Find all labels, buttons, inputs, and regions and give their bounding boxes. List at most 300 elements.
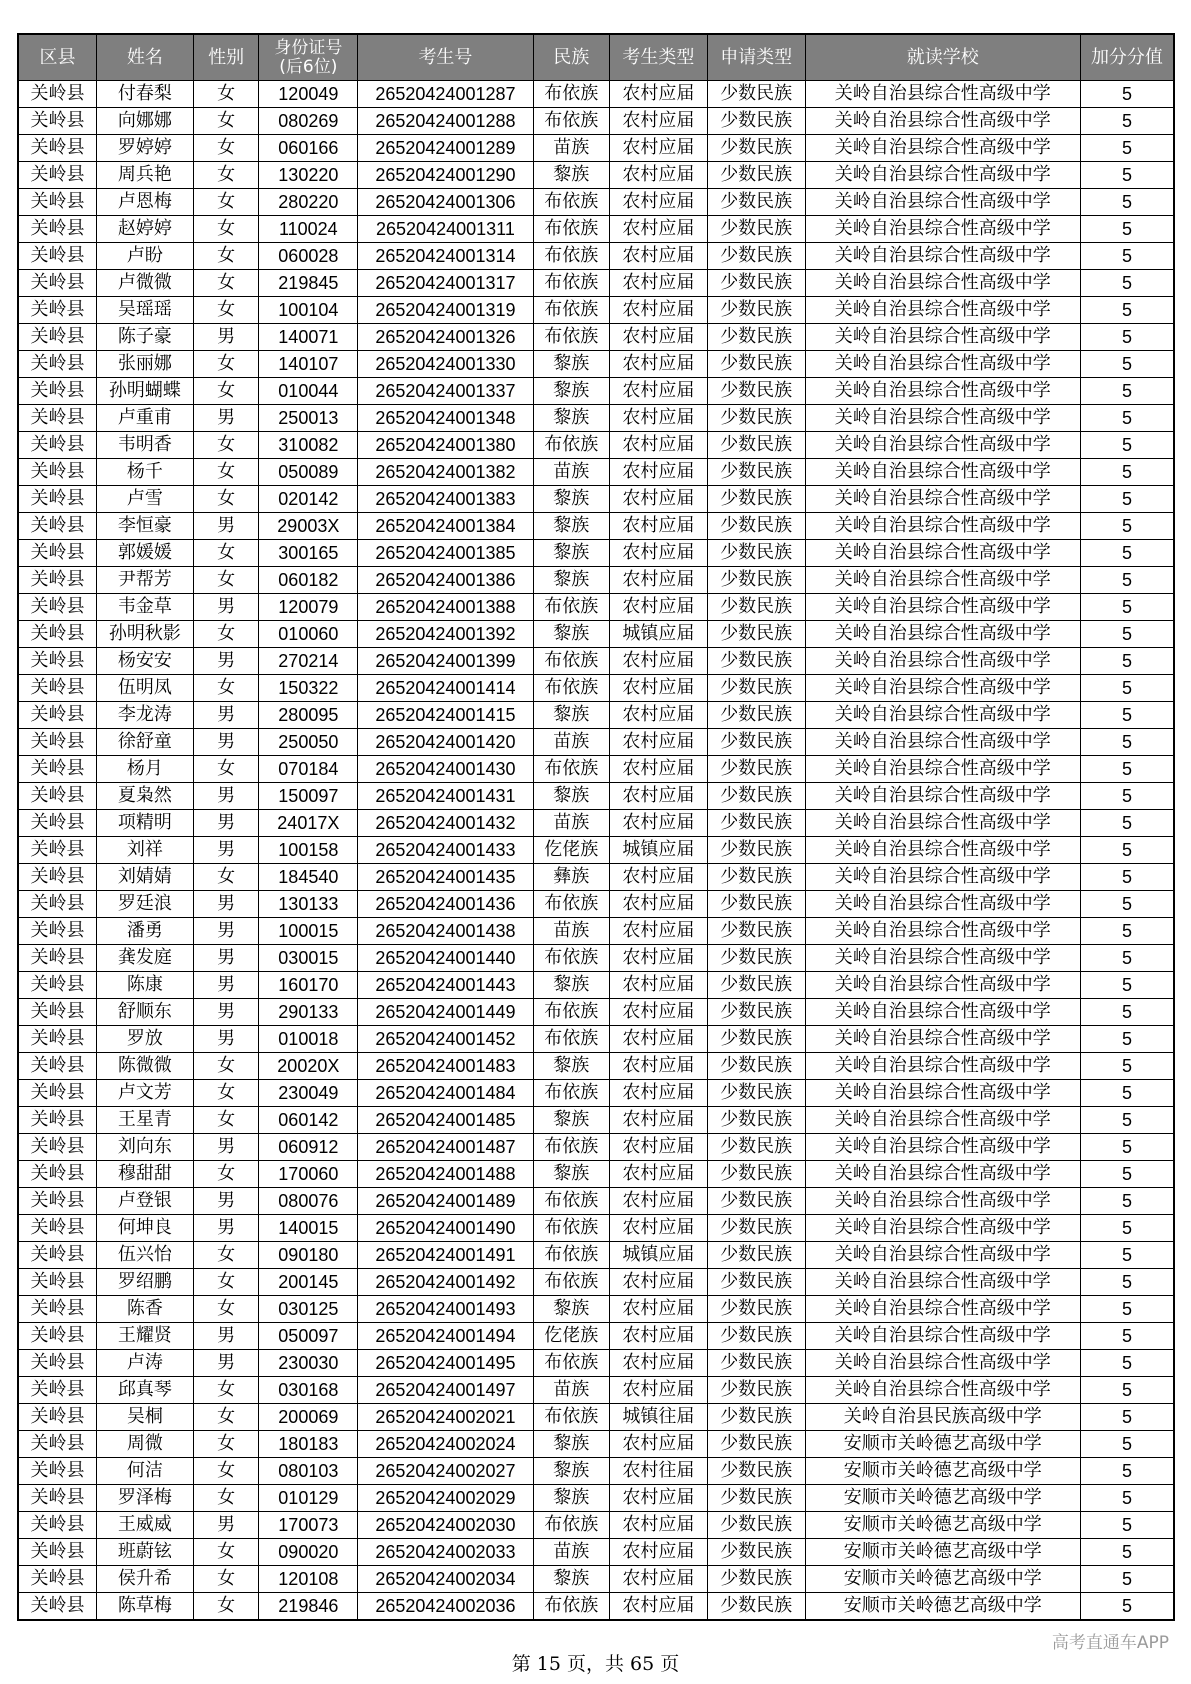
cell-gender: 男 xyxy=(193,594,259,621)
cell-id-number: 010129 xyxy=(259,1485,358,1512)
table-row xyxy=(18,1161,1174,1188)
cell-application-type: 少数民族 xyxy=(707,1296,805,1323)
cell-bonus-points: 5 xyxy=(1080,540,1174,567)
cell-gender: 女 xyxy=(193,1377,259,1404)
cell-school: 关岭自治县综合性高级中学 xyxy=(805,648,1080,675)
cell-gender: 女 xyxy=(193,864,259,891)
cell-exam-number: 26520424001330 xyxy=(358,351,533,378)
cell-gender: 女 xyxy=(193,1269,259,1296)
cell-name: 陈草梅 xyxy=(97,1593,194,1621)
cell-candidate-type: 农村应届 xyxy=(609,810,707,837)
cell-gender: 女 xyxy=(193,1296,259,1323)
cell-ethnicity: 布依族 xyxy=(533,945,609,972)
table-row xyxy=(18,1080,1174,1107)
cell-gender: 女 xyxy=(193,378,259,405)
cell-ethnicity: 黎族 xyxy=(533,540,609,567)
cell-school: 关岭自治县综合性高级中学 xyxy=(805,621,1080,648)
cell-exam-number: 26520424001414 xyxy=(358,675,533,702)
cell-name: 穆甜甜 xyxy=(97,1161,194,1188)
cell-gender: 女 xyxy=(193,1485,259,1512)
cell-application-type: 少数民族 xyxy=(707,810,805,837)
cell-exam-number: 26520424001382 xyxy=(358,459,533,486)
cell-candidate-type: 农村应届 xyxy=(609,108,707,135)
cell-ethnicity: 布依族 xyxy=(533,216,609,243)
cell-id-number: 170060 xyxy=(259,1161,358,1188)
cell-candidate-type: 农村应届 xyxy=(609,1350,707,1377)
cell-id-number: 120079 xyxy=(259,594,358,621)
cell-name: 刘向东 xyxy=(97,1134,194,1161)
cell-candidate-type: 农村应届 xyxy=(609,783,707,810)
cell-school: 安顺市关岭德艺高级中学 xyxy=(805,1512,1080,1539)
cell-bonus-points: 5 xyxy=(1080,1296,1174,1323)
cell-ethnicity: 布依族 xyxy=(533,756,609,783)
cell-district: 关岭县 xyxy=(18,540,97,567)
cell-bonus-points: 5 xyxy=(1080,486,1174,513)
cell-gender: 女 xyxy=(193,540,259,567)
cell-gender: 男 xyxy=(193,972,259,999)
cell-ethnicity: 黎族 xyxy=(533,486,609,513)
cell-bonus-points: 5 xyxy=(1080,351,1174,378)
cell-id-number: 230030 xyxy=(259,1350,358,1377)
cell-exam-number: 26520424001380 xyxy=(358,432,533,459)
cell-candidate-type: 农村应届 xyxy=(609,1539,707,1566)
cell-school: 关岭自治县综合性高级中学 xyxy=(805,1026,1080,1053)
cell-bonus-points: 5 xyxy=(1080,1431,1174,1458)
cell-gender: 女 xyxy=(193,189,259,216)
cell-application-type: 少数民族 xyxy=(707,1188,805,1215)
cell-gender: 女 xyxy=(193,486,259,513)
cell-candidate-type: 农村应届 xyxy=(609,1431,707,1458)
cell-candidate-type: 农村应届 xyxy=(609,1107,707,1134)
cell-application-type: 少数民族 xyxy=(707,729,805,756)
cell-name: 杨安安 xyxy=(97,648,194,675)
cell-school: 关岭自治县综合性高级中学 xyxy=(805,918,1080,945)
cell-id-number: 250013 xyxy=(259,405,358,432)
cell-bonus-points: 5 xyxy=(1080,1242,1174,1269)
cell-id-number: 29003X xyxy=(259,513,358,540)
cell-ethnicity: 布依族 xyxy=(533,189,609,216)
cell-ethnicity: 黎族 xyxy=(533,1458,609,1485)
cell-bonus-points: 5 xyxy=(1080,324,1174,351)
cell-district: 关岭县 xyxy=(18,1593,97,1621)
cell-id-number: 080269 xyxy=(259,108,358,135)
cell-name: 李恒豪 xyxy=(97,513,194,540)
cell-district: 关岭县 xyxy=(18,1107,97,1134)
cell-application-type: 少数民族 xyxy=(707,1458,805,1485)
cell-district: 关岭县 xyxy=(18,1431,97,1458)
cell-bonus-points: 5 xyxy=(1080,405,1174,432)
cell-name: 陈子豪 xyxy=(97,324,194,351)
cell-ethnicity: 布依族 xyxy=(533,999,609,1026)
cell-gender: 女 xyxy=(193,1404,259,1431)
table-row xyxy=(18,1431,1174,1458)
cell-exam-number: 26520424001438 xyxy=(358,918,533,945)
cell-application-type: 少数民族 xyxy=(707,891,805,918)
cell-bonus-points: 5 xyxy=(1080,1377,1174,1404)
cell-school: 关岭自治县综合性高级中学 xyxy=(805,405,1080,432)
cell-id-number: 184540 xyxy=(259,864,358,891)
table-row xyxy=(18,351,1174,378)
cell-name: 卢登银 xyxy=(97,1188,194,1215)
cell-district: 关岭县 xyxy=(18,594,97,621)
cell-ethnicity: 布依族 xyxy=(533,324,609,351)
cell-district: 关岭县 xyxy=(18,108,97,135)
cell-candidate-type: 农村应届 xyxy=(609,594,707,621)
cell-id-number: 24017X xyxy=(259,810,358,837)
cell-district: 关岭县 xyxy=(18,1323,97,1350)
cell-district: 关岭县 xyxy=(18,1350,97,1377)
table-row xyxy=(18,594,1174,621)
cell-application-type: 少数民族 xyxy=(707,567,805,594)
cell-application-type: 少数民族 xyxy=(707,1080,805,1107)
header-exam-number: 考生号 xyxy=(358,34,533,81)
cell-exam-number: 26520424001388 xyxy=(358,594,533,621)
cell-bonus-points: 5 xyxy=(1080,1215,1174,1242)
table-row xyxy=(18,1296,1174,1323)
cell-exam-number: 26520424001452 xyxy=(358,1026,533,1053)
cell-application-type: 少数民族 xyxy=(707,351,805,378)
cell-name: 尹帮芳 xyxy=(97,567,194,594)
cell-school: 安顺市关岭德艺高级中学 xyxy=(805,1458,1080,1485)
table-row xyxy=(18,162,1174,189)
cell-ethnicity: 黎族 xyxy=(533,1431,609,1458)
cell-exam-number: 26520424001314 xyxy=(358,243,533,270)
cell-school: 关岭自治县综合性高级中学 xyxy=(805,810,1080,837)
cell-bonus-points: 5 xyxy=(1080,243,1174,270)
cell-school: 关岭自治县综合性高级中学 xyxy=(805,972,1080,999)
header-id-number-text: 身份证号 (后6位) xyxy=(274,37,343,77)
cell-bonus-points: 5 xyxy=(1080,1080,1174,1107)
cell-bonus-points: 5 xyxy=(1080,918,1174,945)
cell-bonus-points: 5 xyxy=(1080,1485,1174,1512)
table-row xyxy=(18,108,1174,135)
cell-district: 关岭县 xyxy=(18,756,97,783)
cell-application-type: 少数民族 xyxy=(707,864,805,891)
cell-name: 夏枭然 xyxy=(97,783,194,810)
cell-candidate-type: 农村应届 xyxy=(609,351,707,378)
cell-gender: 女 xyxy=(193,162,259,189)
cell-ethnicity: 黎族 xyxy=(533,1107,609,1134)
cell-application-type: 少数民族 xyxy=(707,135,805,162)
cell-name: 卢盼 xyxy=(97,243,194,270)
cell-district: 关岭县 xyxy=(18,135,97,162)
cell-gender: 女 xyxy=(193,1566,259,1593)
cell-id-number: 200069 xyxy=(259,1404,358,1431)
cell-bonus-points: 5 xyxy=(1080,432,1174,459)
cell-id-number: 100015 xyxy=(259,918,358,945)
cell-gender: 女 xyxy=(193,1161,259,1188)
cell-exam-number: 26520424002033 xyxy=(358,1539,533,1566)
cell-ethnicity: 布依族 xyxy=(533,1080,609,1107)
cell-district: 关岭县 xyxy=(18,729,97,756)
cell-exam-number: 26520424001287 xyxy=(358,81,533,108)
document-table-container xyxy=(17,33,1175,1621)
cell-bonus-points: 5 xyxy=(1080,162,1174,189)
cell-exam-number: 26520424001443 xyxy=(358,972,533,999)
header-name: 姓名 xyxy=(97,34,194,81)
cell-school: 关岭自治县综合性高级中学 xyxy=(805,1296,1080,1323)
cell-candidate-type: 城镇应届 xyxy=(609,837,707,864)
cell-candidate-type: 农村应届 xyxy=(609,1080,707,1107)
cell-application-type: 少数民族 xyxy=(707,702,805,729)
cell-gender: 女 xyxy=(193,459,259,486)
cell-ethnicity: 布依族 xyxy=(533,297,609,324)
cell-exam-number: 26520424001488 xyxy=(358,1161,533,1188)
table-row xyxy=(18,1377,1174,1404)
cell-exam-number: 26520424001483 xyxy=(358,1053,533,1080)
cell-gender: 男 xyxy=(193,513,259,540)
cell-candidate-type: 城镇往届 xyxy=(609,1404,707,1431)
cell-school: 关岭自治县综合性高级中学 xyxy=(805,378,1080,405)
cell-candidate-type: 农村应届 xyxy=(609,1134,707,1161)
cell-exam-number: 26520424001289 xyxy=(358,135,533,162)
cell-bonus-points: 5 xyxy=(1080,729,1174,756)
cell-id-number: 090180 xyxy=(259,1242,358,1269)
cell-ethnicity: 苗族 xyxy=(533,459,609,486)
cell-bonus-points: 5 xyxy=(1080,891,1174,918)
cell-gender: 男 xyxy=(193,702,259,729)
cell-name: 杨千 xyxy=(97,459,194,486)
cell-school: 关岭自治县综合性高级中学 xyxy=(805,1053,1080,1080)
cell-candidate-type: 农村应届 xyxy=(609,567,707,594)
cell-exam-number: 26520424001326 xyxy=(358,324,533,351)
cell-district: 关岭县 xyxy=(18,1215,97,1242)
cell-bonus-points: 5 xyxy=(1080,1323,1174,1350)
cell-exam-number: 26520424001288 xyxy=(358,108,533,135)
cell-district: 关岭县 xyxy=(18,351,97,378)
cell-school: 关岭自治县综合性高级中学 xyxy=(805,1269,1080,1296)
cell-name: 卢重甫 xyxy=(97,405,194,432)
cell-application-type: 少数民族 xyxy=(707,108,805,135)
cell-ethnicity: 布依族 xyxy=(533,1242,609,1269)
cell-ethnicity: 黎族 xyxy=(533,1566,609,1593)
cell-gender: 女 xyxy=(193,567,259,594)
cell-application-type: 少数民族 xyxy=(707,1593,805,1621)
table-row xyxy=(18,243,1174,270)
cell-school: 关岭自治县综合性高级中学 xyxy=(805,297,1080,324)
cell-name: 侯升希 xyxy=(97,1566,194,1593)
cell-bonus-points: 5 xyxy=(1080,216,1174,243)
cell-gender: 女 xyxy=(193,1431,259,1458)
cell-id-number: 010044 xyxy=(259,378,358,405)
cell-gender: 女 xyxy=(193,675,259,702)
cell-exam-number: 26520424001384 xyxy=(358,513,533,540)
cell-exam-number: 26520424001491 xyxy=(358,1242,533,1269)
cell-district: 关岭县 xyxy=(18,1377,97,1404)
cell-application-type: 少数民族 xyxy=(707,648,805,675)
cell-id-number: 230049 xyxy=(259,1080,358,1107)
cell-bonus-points: 5 xyxy=(1080,1539,1174,1566)
cell-gender: 女 xyxy=(193,621,259,648)
cell-school: 安顺市关岭德艺高级中学 xyxy=(805,1485,1080,1512)
cell-name: 伍明凤 xyxy=(97,675,194,702)
cell-district: 关岭县 xyxy=(18,513,97,540)
cell-district: 关岭县 xyxy=(18,270,97,297)
cell-exam-number: 26520424001399 xyxy=(358,648,533,675)
cell-ethnicity: 布依族 xyxy=(533,1404,609,1431)
cell-id-number: 140107 xyxy=(259,351,358,378)
table-row xyxy=(18,405,1174,432)
table-row xyxy=(18,432,1174,459)
cell-name: 李龙涛 xyxy=(97,702,194,729)
cell-ethnicity: 布依族 xyxy=(533,270,609,297)
cell-school: 关岭自治县综合性高级中学 xyxy=(805,945,1080,972)
cell-bonus-points: 5 xyxy=(1080,972,1174,999)
cell-ethnicity: 布依族 xyxy=(533,1269,609,1296)
cell-bonus-points: 5 xyxy=(1080,594,1174,621)
cell-name: 陈微微 xyxy=(97,1053,194,1080)
cell-bonus-points: 5 xyxy=(1080,459,1174,486)
cell-gender: 女 xyxy=(193,1539,259,1566)
cell-name: 孙明秋影 xyxy=(97,621,194,648)
cell-candidate-type: 城镇应届 xyxy=(609,1242,707,1269)
cell-application-type: 少数民族 xyxy=(707,81,805,108)
cell-exam-number: 26520424001497 xyxy=(358,1377,533,1404)
cell-id-number: 100158 xyxy=(259,837,358,864)
cell-application-type: 少数民族 xyxy=(707,972,805,999)
table-row xyxy=(18,1242,1174,1269)
cell-district: 关岭县 xyxy=(18,837,97,864)
cell-candidate-type: 农村应届 xyxy=(609,243,707,270)
cell-application-type: 少数民族 xyxy=(707,918,805,945)
cell-name: 罗泽梅 xyxy=(97,1485,194,1512)
cell-candidate-type: 农村应届 xyxy=(609,1053,707,1080)
cell-exam-number: 26520424001420 xyxy=(358,729,533,756)
cell-name: 卢涛 xyxy=(97,1350,194,1377)
cell-id-number: 030015 xyxy=(259,945,358,972)
cell-gender: 男 xyxy=(193,1215,259,1242)
cell-candidate-type: 农村应届 xyxy=(609,756,707,783)
cell-application-type: 少数民族 xyxy=(707,513,805,540)
cell-exam-number: 26520424002036 xyxy=(358,1593,533,1621)
cell-bonus-points: 5 xyxy=(1080,1107,1174,1134)
cell-school: 关岭自治县综合性高级中学 xyxy=(805,108,1080,135)
cell-candidate-type: 农村应届 xyxy=(609,216,707,243)
cell-application-type: 少数民族 xyxy=(707,945,805,972)
cell-ethnicity: 黎族 xyxy=(533,513,609,540)
table-row xyxy=(18,1512,1174,1539)
cell-candidate-type: 农村应届 xyxy=(609,81,707,108)
cell-ethnicity: 布依族 xyxy=(533,648,609,675)
cell-gender: 男 xyxy=(193,1026,259,1053)
cell-gender: 女 xyxy=(193,216,259,243)
cell-school: 关岭自治县综合性高级中学 xyxy=(805,594,1080,621)
cell-exam-number: 26520424001494 xyxy=(358,1323,533,1350)
cell-exam-number: 26520424001306 xyxy=(358,189,533,216)
cell-candidate-type: 农村应届 xyxy=(609,1485,707,1512)
cell-name: 王耀贤 xyxy=(97,1323,194,1350)
cell-bonus-points: 5 xyxy=(1080,621,1174,648)
cell-exam-number: 26520424001430 xyxy=(358,756,533,783)
cell-exam-number: 26520424001449 xyxy=(358,999,533,1026)
cell-id-number: 130220 xyxy=(259,162,358,189)
table-row xyxy=(18,1026,1174,1053)
table-row xyxy=(18,1134,1174,1161)
cell-id-number: 270214 xyxy=(259,648,358,675)
cell-bonus-points: 5 xyxy=(1080,1161,1174,1188)
cell-id-number: 180183 xyxy=(259,1431,358,1458)
cell-school: 安顺市关岭德艺高级中学 xyxy=(805,1431,1080,1458)
table-row xyxy=(18,1053,1174,1080)
cell-candidate-type: 农村应届 xyxy=(609,918,707,945)
cell-candidate-type: 农村应届 xyxy=(609,1512,707,1539)
cell-school: 安顺市关岭德艺高级中学 xyxy=(805,1593,1080,1621)
cell-exam-number: 26520424001385 xyxy=(358,540,533,567)
cell-district: 关岭县 xyxy=(18,621,97,648)
cell-name: 付春梨 xyxy=(97,81,194,108)
cell-application-type: 少数民族 xyxy=(707,486,805,513)
cell-name: 吴桐 xyxy=(97,1404,194,1431)
cell-id-number: 090020 xyxy=(259,1539,358,1566)
cell-name: 罗放 xyxy=(97,1026,194,1053)
table-row xyxy=(18,1269,1174,1296)
cell-name: 潘勇 xyxy=(97,918,194,945)
cell-ethnicity: 布依族 xyxy=(533,1512,609,1539)
cell-application-type: 少数民族 xyxy=(707,1350,805,1377)
cell-candidate-type: 农村应届 xyxy=(609,135,707,162)
cell-bonus-points: 5 xyxy=(1080,189,1174,216)
app-watermark: 高考直通车APP xyxy=(1051,1633,1169,1653)
table-row xyxy=(18,1458,1174,1485)
cell-ethnicity: 黎族 xyxy=(533,1485,609,1512)
cell-application-type: 少数民族 xyxy=(707,1566,805,1593)
cell-application-type: 少数民族 xyxy=(707,1404,805,1431)
cell-candidate-type: 城镇应届 xyxy=(609,621,707,648)
cell-candidate-type: 农村应届 xyxy=(609,297,707,324)
cell-id-number: 120108 xyxy=(259,1566,358,1593)
cell-district: 关岭县 xyxy=(18,486,97,513)
cell-school: 安顺市关岭德艺高级中学 xyxy=(805,1566,1080,1593)
cell-school: 关岭自治县民族高级中学 xyxy=(805,1404,1080,1431)
cell-exam-number: 26520424002034 xyxy=(358,1566,533,1593)
cell-application-type: 少数民族 xyxy=(707,1539,805,1566)
cell-candidate-type: 农村应届 xyxy=(609,675,707,702)
cell-id-number: 219846 xyxy=(259,1593,358,1621)
cell-gender: 女 xyxy=(193,432,259,459)
cell-application-type: 少数民族 xyxy=(707,999,805,1026)
cell-candidate-type: 农村应届 xyxy=(609,972,707,999)
cell-school: 关岭自治县综合性高级中学 xyxy=(805,486,1080,513)
cell-bonus-points: 5 xyxy=(1080,378,1174,405)
header-ethnicity: 民族 xyxy=(533,34,609,81)
table-row xyxy=(18,216,1174,243)
cell-id-number: 150322 xyxy=(259,675,358,702)
cell-candidate-type: 农村应届 xyxy=(609,1593,707,1621)
cell-candidate-type: 农村应届 xyxy=(609,1296,707,1323)
cell-application-type: 少数民族 xyxy=(707,243,805,270)
cell-name: 舒顺东 xyxy=(97,999,194,1026)
cell-candidate-type: 农村应届 xyxy=(609,540,707,567)
cell-school: 关岭自治县综合性高级中学 xyxy=(805,81,1080,108)
cell-district: 关岭县 xyxy=(18,1269,97,1296)
cell-exam-number: 26520424001386 xyxy=(358,567,533,594)
cell-school: 关岭自治县综合性高级中学 xyxy=(805,189,1080,216)
cell-bonus-points: 5 xyxy=(1080,513,1174,540)
cell-school: 关岭自治县综合性高级中学 xyxy=(805,432,1080,459)
cell-candidate-type: 农村应届 xyxy=(609,1377,707,1404)
cell-district: 关岭县 xyxy=(18,1566,97,1593)
cell-id-number: 20020X xyxy=(259,1053,358,1080)
cell-candidate-type: 农村应届 xyxy=(609,324,707,351)
cell-name: 郭媛媛 xyxy=(97,540,194,567)
cell-candidate-type: 农村应届 xyxy=(609,162,707,189)
cell-id-number: 310082 xyxy=(259,432,358,459)
cell-district: 关岭县 xyxy=(18,648,97,675)
cell-ethnicity: 黎族 xyxy=(533,351,609,378)
cell-name: 王星青 xyxy=(97,1107,194,1134)
cell-gender: 男 xyxy=(193,648,259,675)
cell-district: 关岭县 xyxy=(18,162,97,189)
